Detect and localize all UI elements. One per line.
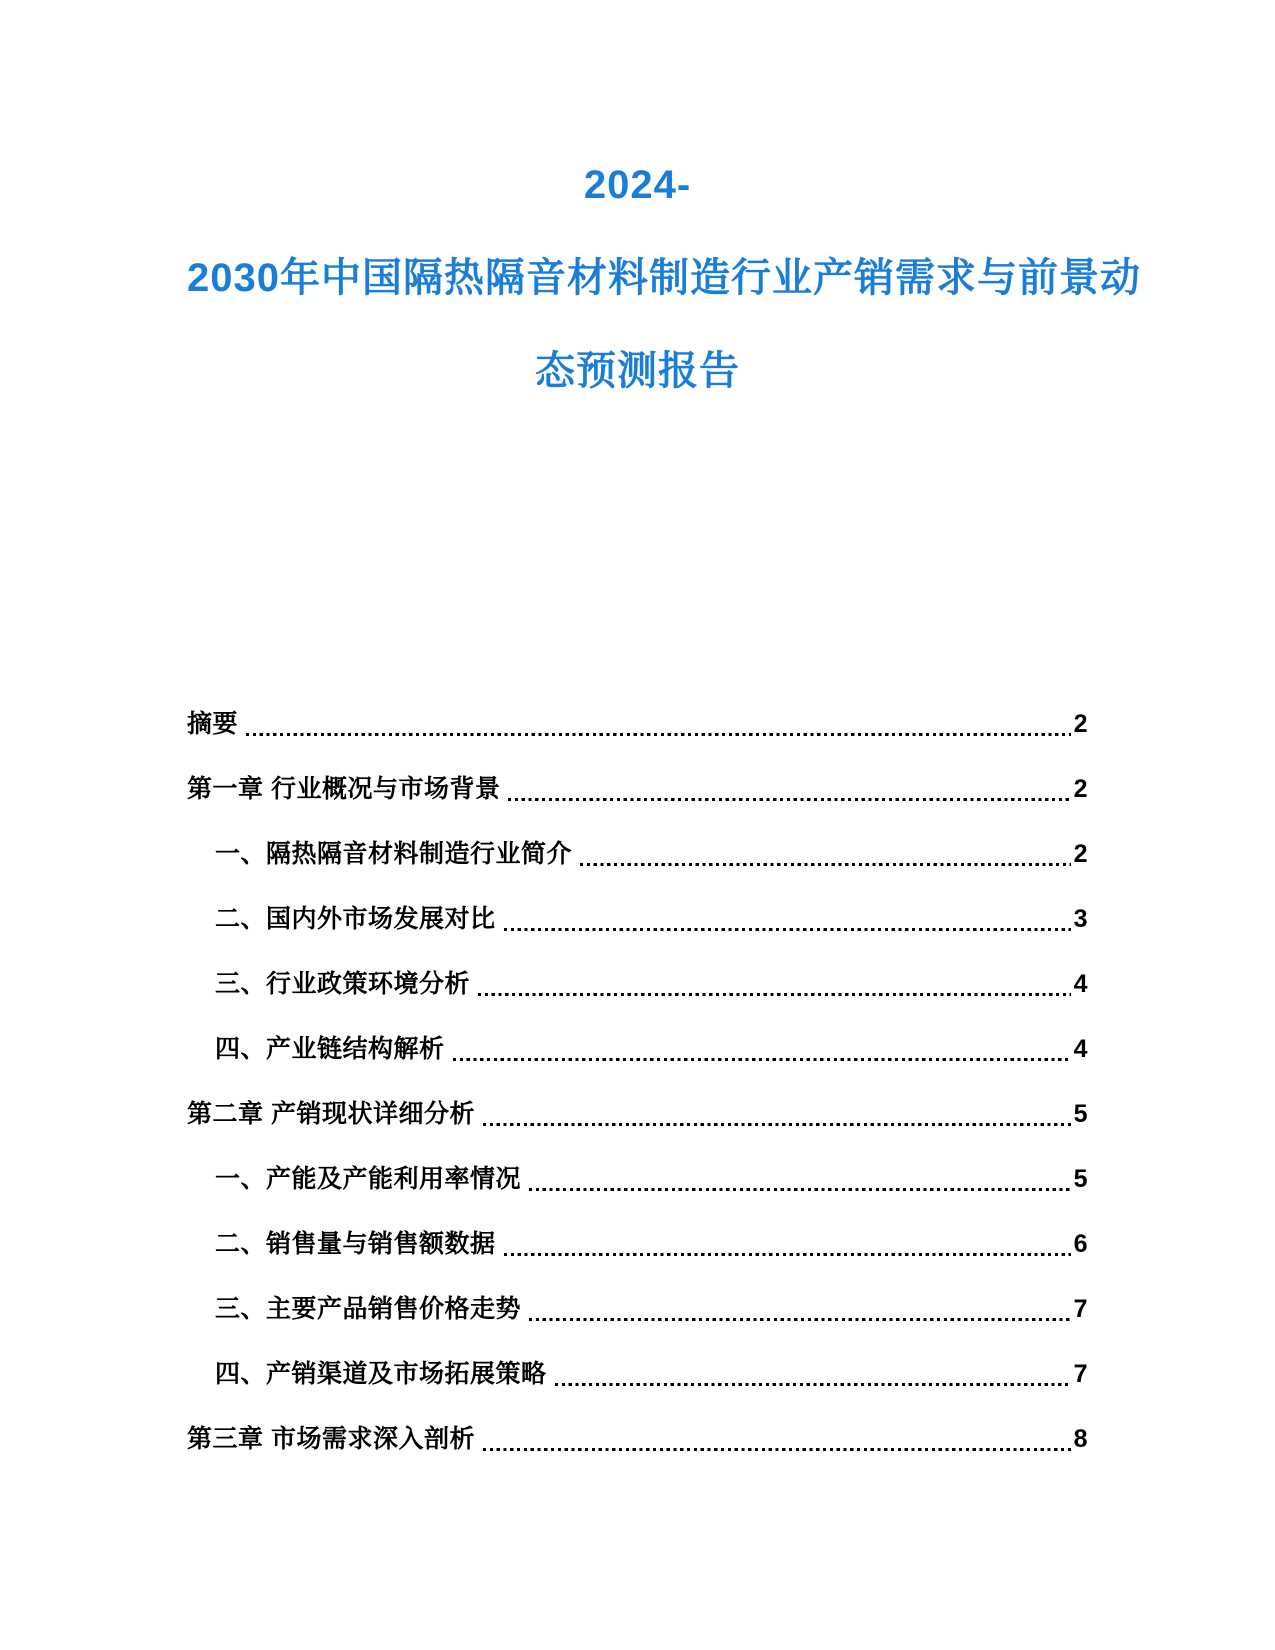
toc-entry-label: 二、销售量与销售额数据 bbox=[215, 1230, 496, 1258]
toc-entry[interactable] bbox=[187, 1342, 1088, 1407]
report-title-line-2: 2030年中国隔热隔音材料制造行业产销需求与前景动 bbox=[187, 256, 1141, 300]
toc-entry[interactable] bbox=[187, 1082, 1088, 1147]
report-title bbox=[187, 139, 1141, 418]
toc-entry-page-number: 8 bbox=[1073, 1425, 1088, 1453]
toc-entry-page-number: 3 bbox=[1073, 905, 1088, 933]
toc-entry[interactable] bbox=[187, 887, 1088, 952]
toc-entry[interactable] bbox=[187, 822, 1088, 887]
toc-entry[interactable] bbox=[187, 1407, 1088, 1472]
toc-entry-page-number: 5 bbox=[1073, 1100, 1088, 1128]
table-of-contents bbox=[187, 692, 1088, 1472]
toc-leader-dots bbox=[504, 928, 1071, 931]
report-title-line-1: 2024- bbox=[583, 163, 692, 207]
toc-entry-page-number: 7 bbox=[1073, 1295, 1088, 1323]
toc-entry[interactable] bbox=[187, 1212, 1088, 1277]
toc-entry-label: 第三章 市场需求深入剖析 bbox=[187, 1425, 475, 1453]
toc-entry[interactable] bbox=[187, 757, 1088, 822]
toc-entry[interactable] bbox=[187, 692, 1088, 757]
toc-leader-dots bbox=[478, 993, 1071, 996]
toc-entry-page-number: 2 bbox=[1073, 775, 1088, 803]
toc-leader-dots bbox=[529, 1188, 1071, 1191]
toc-entry-page-number: 7 bbox=[1073, 1360, 1088, 1388]
toc-leader-dots bbox=[483, 1448, 1071, 1451]
toc-entry-label: 一、隔热隔音材料制造行业简介 bbox=[215, 840, 573, 868]
toc-leader-dots bbox=[483, 1123, 1071, 1126]
toc-entry[interactable] bbox=[187, 1147, 1088, 1212]
toc-entry-label: 二、国内外市场发展对比 bbox=[215, 905, 496, 933]
toc-entry-label: 三、行业政策环境分析 bbox=[215, 970, 471, 998]
toc-entry-page-number: 4 bbox=[1073, 970, 1088, 998]
toc-entry[interactable] bbox=[187, 1017, 1088, 1082]
toc-entry[interactable] bbox=[187, 952, 1088, 1017]
toc-entry-page-number: 2 bbox=[1073, 710, 1088, 738]
toc-leader-dots bbox=[580, 863, 1071, 866]
toc-entry-label: 一、产能及产能利用率情况 bbox=[215, 1165, 522, 1193]
toc-leader-dots bbox=[508, 798, 1070, 801]
toc-leader-dots bbox=[529, 1318, 1071, 1321]
toc-entry-page-number: 4 bbox=[1073, 1035, 1088, 1063]
toc-entry-label: 第一章 行业概况与市场背景 bbox=[187, 775, 501, 803]
toc-entry-label: 四、产销渠道及市场拓展策略 bbox=[215, 1360, 547, 1388]
toc-leader-dots bbox=[246, 733, 1071, 736]
toc-leader-dots bbox=[555, 1383, 1071, 1386]
toc-leader-dots bbox=[504, 1253, 1071, 1256]
toc-entry-page-number: 6 bbox=[1073, 1230, 1088, 1258]
toc-entry-label: 四、产业链结构解析 bbox=[215, 1035, 445, 1063]
toc-entry-label: 第二章 产销现状详细分析 bbox=[187, 1100, 475, 1128]
toc-entry-page-number: 2 bbox=[1073, 840, 1088, 868]
toc-entry-label: 摘要 bbox=[187, 710, 239, 738]
toc-entry-page-number: 5 bbox=[1073, 1165, 1088, 1193]
report-title-line-3: 态预测报告 bbox=[535, 349, 740, 393]
toc-entry-label: 三、主要产品销售价格走势 bbox=[215, 1295, 522, 1323]
toc-entry[interactable] bbox=[187, 1277, 1088, 1342]
toc-leader-dots bbox=[453, 1058, 1071, 1061]
